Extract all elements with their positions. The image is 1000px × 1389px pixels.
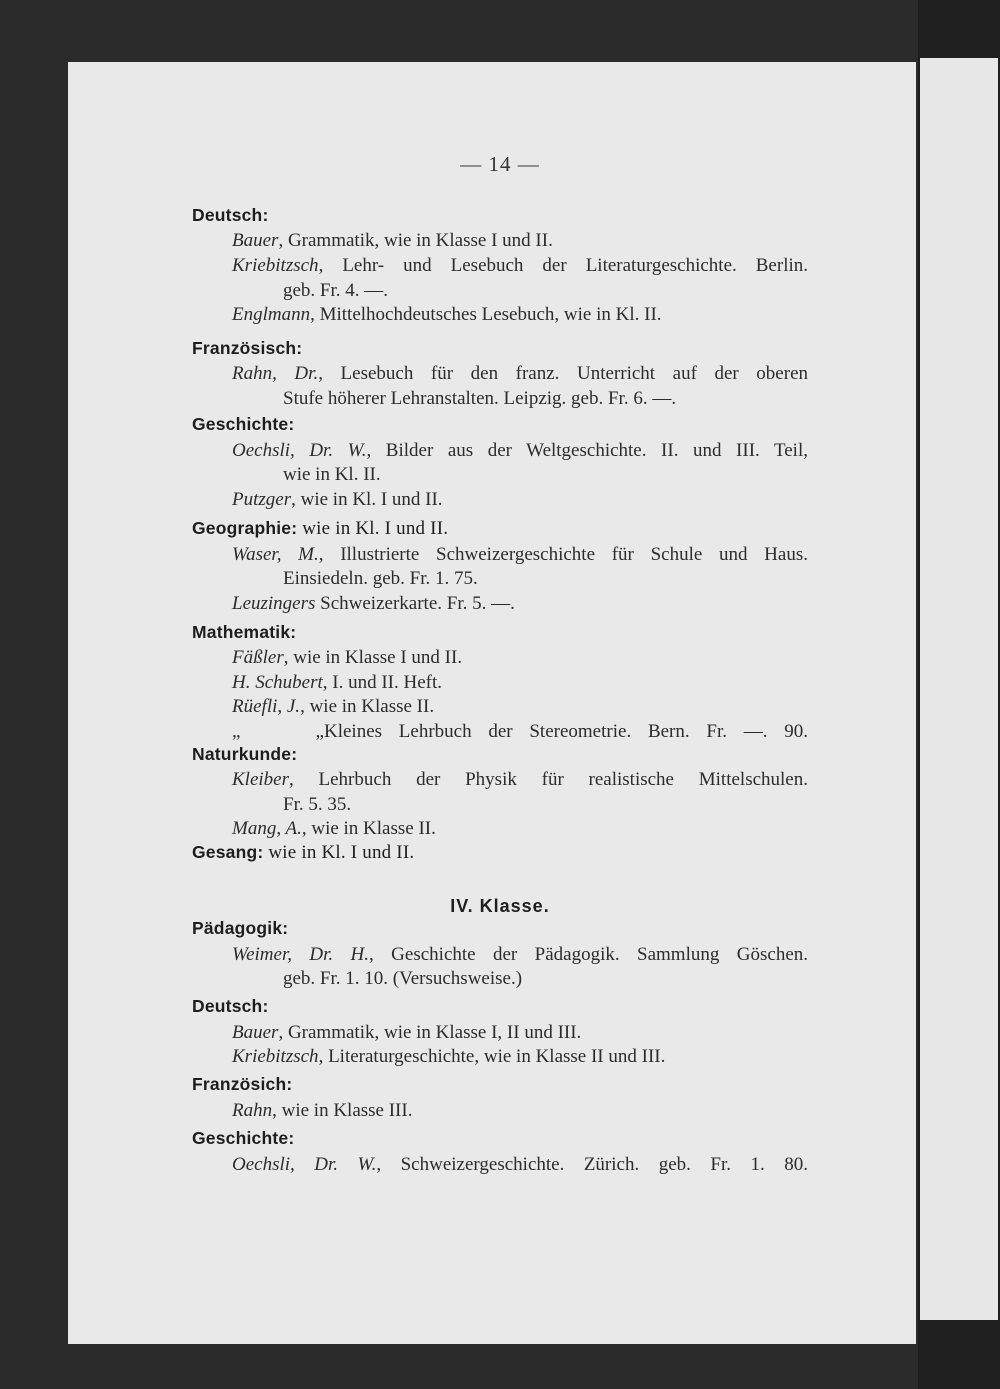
author: Fäßler [232,647,284,668]
book-entry: Fäßler, wie in Klasse I und II. [232,647,463,668]
author: Oechsli, Dr. W. [232,440,367,461]
book-entry: Rahn, wie in Klasse III. [232,1100,413,1121]
book-entry: Rüefli, J., wie in Klasse II. [232,696,435,717]
book-entry: Rahn, Dr., Lesebuch für den franz. Unterricht auf der oberen [232,363,808,384]
heading-deutsch: Deutsch: [192,205,269,225]
entry-continuation: wie in Kl. II. [283,464,381,485]
book-entry: Mang, A., wie in Klasse II. [232,818,436,839]
heading-geschichte: Geschichte: [192,1128,295,1148]
entry-continuation: Stufe höherer Lehranstalten. Leipzig. geb. Fr. 6. —. [283,388,677,409]
heading-geographie: Geographie: wie in Kl. I und II. [192,518,449,539]
page-number: — 14 — [460,152,540,176]
book-entry: Bauer, Grammatik, wie in Klasse I, II und III. [232,1022,582,1043]
author: Kriebitzsch [232,255,319,276]
book-entry: Waser, M., Illustrierte Schweizergeschichte für Schule und Haus. [232,544,808,565]
book-entry: Putzger, wie in Kl. I und II. [232,489,443,510]
heading-franzoesisch: Französisch: [192,338,303,358]
author: Kriebitzsch [232,1046,319,1067]
entry-continuation: Einsiedeln. geb. Fr. 1. 75. [283,568,478,589]
entry-continuation: Fr. 5. 35. [283,794,352,815]
author: Mang, A. [232,818,302,839]
author: Kleiber [232,769,289,790]
author: Leuzingers [232,593,316,614]
heading-franzoesich: Französich: [192,1074,293,1094]
book-entry: Oechsli, Dr. W., Schweizergeschichte. Zürich. geb. Fr. 1. 80. [232,1154,808,1175]
entry-continuation: geb. Fr. 1. 10. (Versuchsweise.) [283,968,523,989]
section-title: IV. Klasse. [450,896,550,916]
book-entry: Bauer, Grammatik, wie in Klasse I und II. [232,230,553,251]
book-entry: „ „Kleines Lehrbuch der Stereometrie. Bern. Fr. —. 90. [232,721,808,742]
heading-gesang: Gesang: wie in Kl. I und II. [192,842,415,863]
book-entry: Leuzingers Schweizerkarte. Fr. 5. —. [232,593,515,614]
author: Bauer [232,1022,279,1043]
book-entry: Kriebitzsch, Lehr- und Lesebuch der Literaturgeschichte. Berlin. [232,255,808,276]
author: Rüefli, J. [232,696,301,717]
book-entry: Kriebitzsch, Literaturgeschichte, wie in Klasse II und III. [232,1046,666,1067]
author: Oechsli, Dr. W. [232,1154,377,1175]
book-entry: Kleiber, Lehrbuch der Physik für realistische Mittelschulen. [232,769,808,790]
ditto-mark: „ „ [232,721,324,742]
heading-naturkunde: Naturkunde: [192,744,298,764]
author: Bauer [232,230,279,251]
heading-deutsch: Deutsch: [192,996,269,1016]
author: Rahn [232,1100,273,1121]
heading-paedagogik: Pädagogik: [192,918,289,938]
heading-geschichte: Geschichte: [192,414,295,434]
book-entry: Weimer, Dr. H., Geschichte der Pädagogik. Sammlung Göschen. [232,944,808,965]
book-entry: Oechsli, Dr. W., Bilder aus der Weltgeschichte. II. und III. Teil, [232,440,808,461]
author: H. Schubert [232,672,323,693]
heading-mathematik: Mathematik: [192,622,297,642]
entry-continuation: geb. Fr. 4. —. [283,280,389,301]
author: Putzger [232,489,292,510]
author: Englmann [232,304,311,325]
author: Waser, M. [232,544,319,565]
author: Weimer, Dr. H. [232,944,370,965]
author: Rahn, Dr. [232,363,319,384]
book-entry: H. Schubert, I. und II. Heft. [232,672,443,693]
book-entry: Englmann, Mittelhochdeutsches Lesebuch, wie in Kl. II. [232,304,662,325]
